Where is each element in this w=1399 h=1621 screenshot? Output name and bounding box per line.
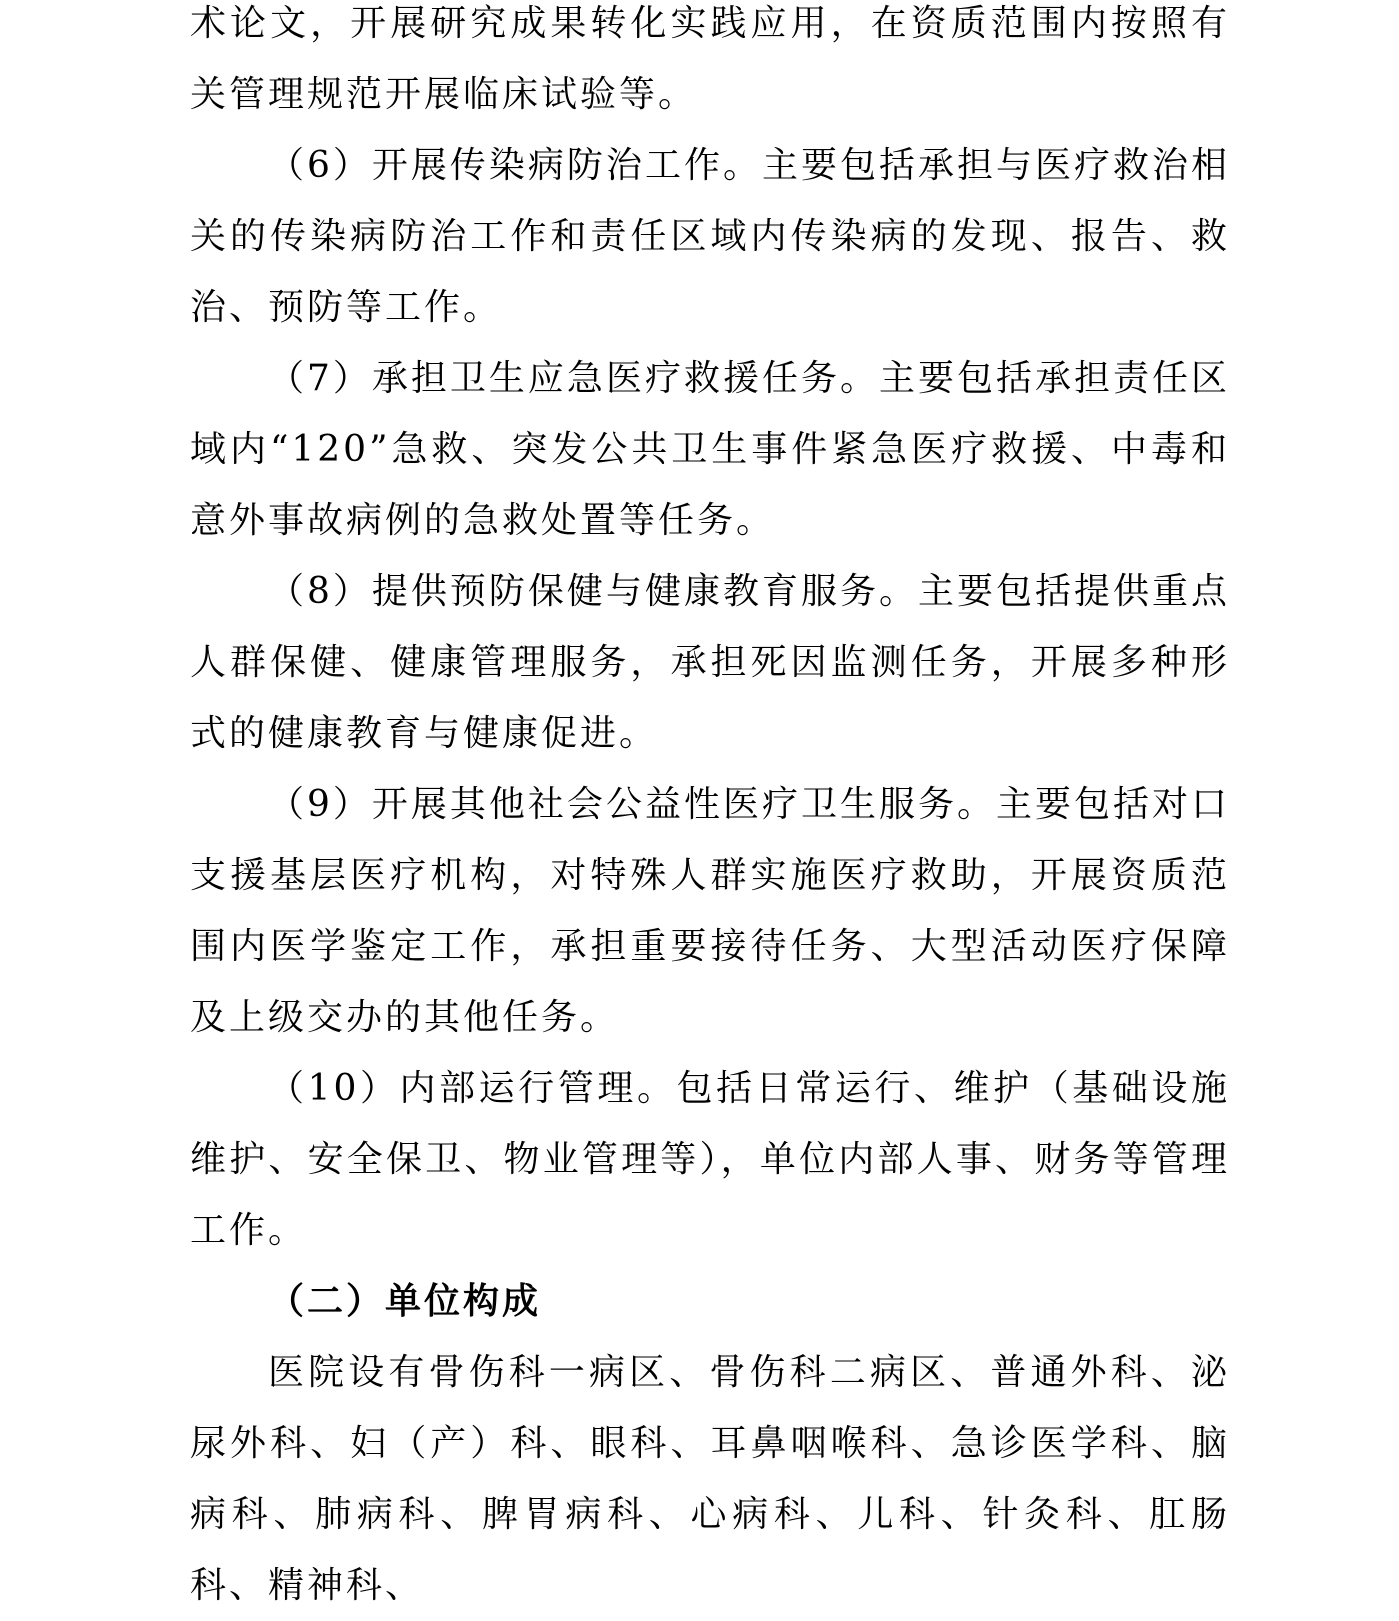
paragraph-9-public-welfare: （9）开展其他社会公益性医疗卫生服务。主要包括对口支援基层医疗机构，对特殊人群实施医疗救助，开展资质范围内医学鉴定工作，承担重要接待任务、大型活动医疗保障及上级交办的其他任务。 [190,784,1230,1038]
paragraph-6-infectious-disease: （6）开展传染病防治工作。主要包括承担与医疗救治相关的传染病防治工作和责任区域内传染病的发现、报告、救治、预防等工作。 [190,145,1230,328]
paragraph-5-continuation: 术论文，开展研究成果转化实践应用，在资质范围内按照有关管理规范开展临床试验等。 [190,3,1230,115]
paragraph-8-health-education: （8）提供预防保健与健康教育服务。主要包括提供重点人群保健、健康管理服务，承担死因监测任务，开展多种形式的健康教育与健康促进。 [190,571,1230,754]
paragraph-7-emergency-rescue: （7）承担卫生应急医疗救援任务。主要包括承担责任区域内“120”急救、突发公共卫生事件紧急医疗救援、中毒和意外事故病例的急救处置等任务。 [190,358,1230,541]
document-page [190,0,1230,1621]
paragraph-10-internal-management: （10）内部运行管理。包括日常运行、维护（基础设施维护、安全保卫、物业管理等），单位内部人事、财务等管理工作。 [190,1068,1230,1251]
paragraph-unit-composition: 医院设有骨伤科一病区、骨伤科二病区、普通外科、泌尿外科、妇（产）科、眼科、耳鼻咽喉科、急诊医学科、脑病科、肺病科、脾胃病科、心病科、儿科、针灸科、肛肠科、精神科、 [190,1352,1230,1606]
section-heading-unit-composition: （二）单位构成 [268,1280,542,1322]
